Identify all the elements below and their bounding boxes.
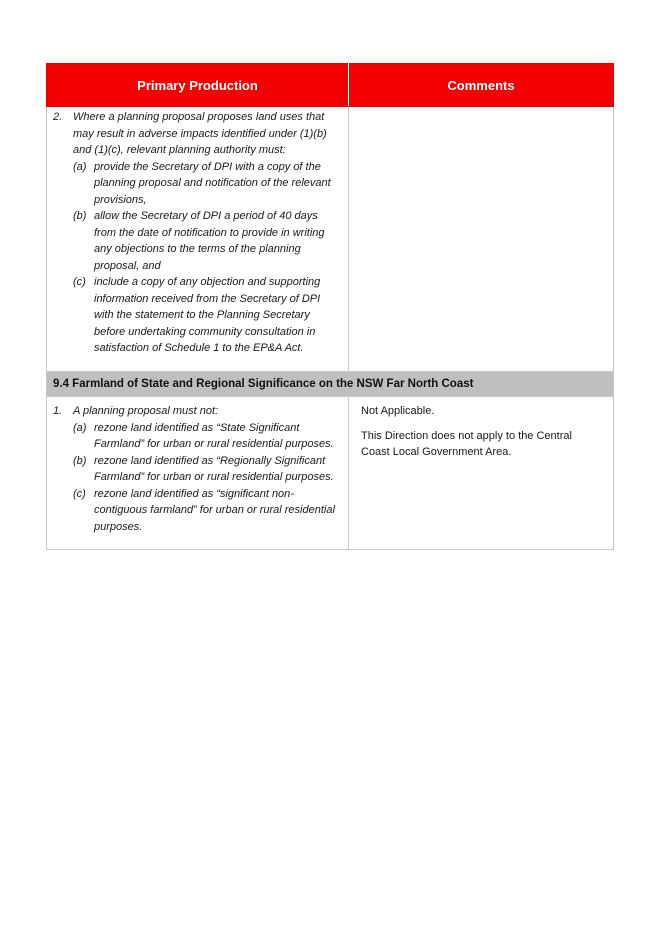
sub-item-text: rezone land identified as “Regionally Significant Farmland” for urban or rural residential purposes. (94, 454, 334, 483)
provision-item (53, 403, 342, 420)
sub-item (53, 208, 342, 274)
sub-item-text: allow the Secretary of DPI a period of 40 days from the date of notification to provide in writing any objections to the terms of the planning proposal, and (94, 210, 325, 272)
sub-item-text: include a copy of any objection and supporting information received from the Secretary of DPI with the statement to the Planning Secretary before undertaking community consultation in satisfaction of Schedule 1 to the EP&A Act. (94, 276, 321, 354)
sub-item-label: (a) (73, 421, 87, 434)
sub-item-label: (b) (73, 454, 87, 467)
sub-item (53, 486, 342, 536)
provision-item (53, 109, 342, 159)
provision-cell (47, 107, 349, 372)
sub-item-text: rezone land identified as “significant non-contiguous farmland” for urban or rural residential purposes. (94, 487, 335, 533)
comment-cell (349, 107, 614, 372)
sub-item (53, 453, 342, 486)
sub-item-label: (a) (73, 160, 87, 173)
item-number: 1. (53, 405, 63, 417)
sub-item (53, 420, 342, 453)
sub-item-label: (c) (73, 276, 86, 288)
item-text: A planning proposal must not: (73, 405, 219, 417)
sub-item-text: provide the Secretary of DPI with a copy of the planning proposal and notification of the relevant provisions, (94, 160, 331, 206)
header-comments: Comments (349, 64, 614, 107)
header-primary-production: Primary Production (47, 64, 349, 107)
comment-direction-note: This Direction does not apply to the Central Coast Local Government Area. (361, 429, 572, 458)
sub-item (53, 159, 342, 209)
table-header-row (47, 64, 614, 107)
table-row (47, 107, 614, 372)
sub-item-label: (c) (73, 487, 86, 500)
provision-cell (47, 397, 349, 550)
sub-item (53, 274, 342, 357)
item-text: Where a planning proposal proposes land uses that may result in adverse impacts identified under (1)(b) and (1)(c), relevant planning authority must: (73, 111, 327, 156)
section-header-row (47, 372, 614, 397)
section-title: 9.4 Farmland of State and Regional Significance on the NSW Far North Coast (47, 372, 614, 397)
comment-cell (349, 397, 614, 550)
primary-production-table (46, 63, 614, 550)
table-row (47, 397, 614, 550)
comment-not-applicable: Not Applicable. (361, 405, 435, 417)
item-number: 2. (53, 111, 63, 123)
sub-item-text: rezone land identified as “State Significant Farmland” for urban or rural residential purposes. (94, 421, 334, 450)
sub-item-label: (b) (73, 210, 87, 222)
